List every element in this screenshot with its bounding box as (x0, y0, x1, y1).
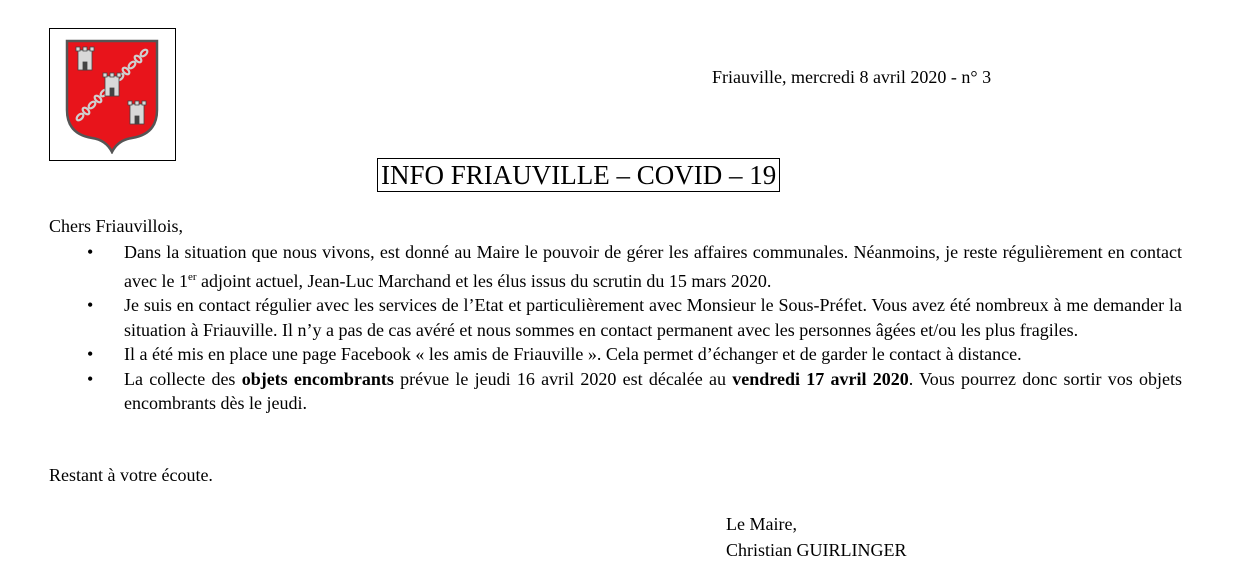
closing-line: Restant à votre écoute. (49, 465, 213, 485)
ordinal-superscript: er (187, 270, 197, 283)
bullet-marker: • (87, 242, 94, 262)
page-title: INFO FRIAUVILLE – COVID – 19 (377, 158, 780, 192)
bullet-text: Dans la situation que nous vivons, est donné au Maire le pouvoir de gérer les affaires communales. Néanmoins, je reste régulièrement en contact avec le 1 (124, 242, 1182, 291)
coat-of-arms-frame (49, 28, 176, 161)
bullet-text: prévue le jeudi 16 avril 2020 est décalée au (393, 368, 733, 389)
bullet-item-3 (49, 342, 1182, 367)
bullet-item-4 (49, 367, 1182, 416)
tower-bottom-right (128, 101, 146, 124)
bullet-text: Je suis en contact régulier avec les services de l’Etat et particulièrement avec Monsieur le Sous-Préfet. Vous avez été nombreux à me demander la situation à Friauville. Il n’y a pas de cas avéré et nous sommes en contact permanent avec les personnes âgées et/ou les plus fragiles. (124, 295, 1182, 340)
bullet-marker: • (87, 295, 94, 315)
bullet-item-1 (49, 240, 1182, 293)
bullet-text: adjoint actuel, Jean-Luc Marchand et les élus issus du scrutin du 15 mars 2020. (196, 270, 772, 291)
bullet-marker: • (87, 344, 94, 364)
signature-name: Christian GUIRLINGER (726, 540, 907, 560)
bullet-text: La collecte des (124, 368, 242, 389)
bullet-item-2 (49, 293, 1182, 342)
dateline: Friauville, mercredi 8 avril 2020 - n° 3 (712, 67, 992, 87)
bold-text: objets encombrants (241, 368, 394, 389)
bold-text: vendredi 17 avril 2020 (732, 368, 909, 389)
signature-role: Le Maire, (726, 514, 797, 534)
greeting: Chers Friauvillois, (49, 216, 183, 236)
coat-of-arms-logo (64, 38, 160, 154)
bullet-text: . Vous pourrez donc sortir vos objets encombrants dès le jeudi. (124, 368, 1182, 413)
bullet-marker: • (87, 368, 94, 389)
tower-center (103, 73, 121, 96)
bullet-list (49, 240, 1182, 416)
signature-block (726, 511, 906, 563)
tower-top-left (76, 47, 94, 70)
bullet-text: Il a été mis en place une page Facebook « les amis de Friauville ». Cela permet d’échanger et de garder le contact à distance. (124, 344, 1022, 364)
